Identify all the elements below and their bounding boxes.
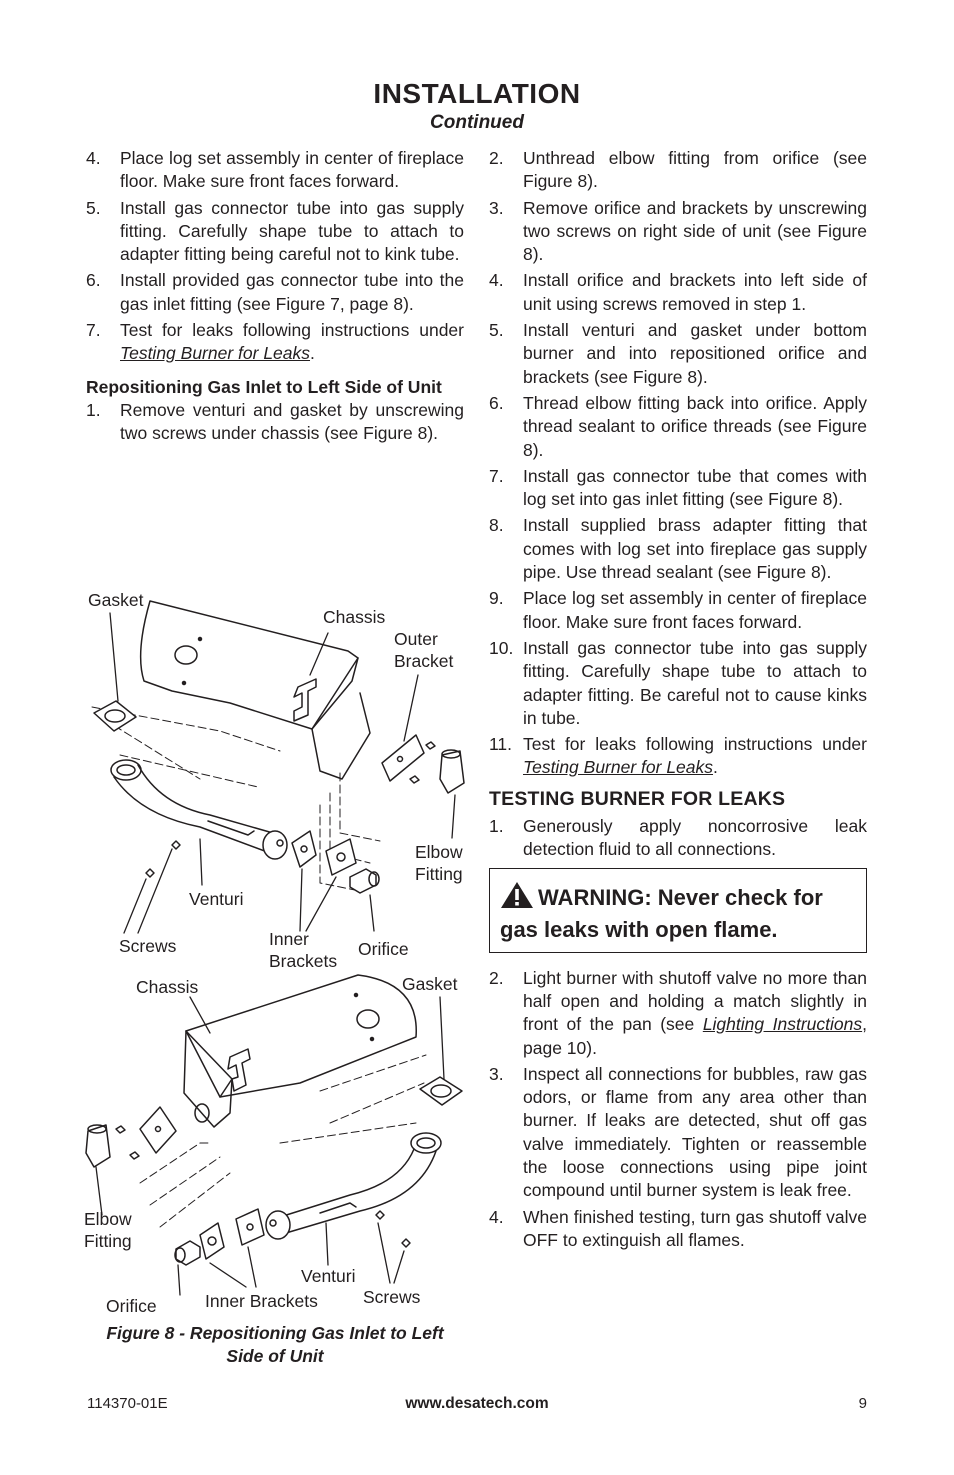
testing-burner-link[interactable]: Testing Burner for Leaks (523, 757, 714, 778)
list-item (489, 392, 867, 462)
page-title: INSTALLATION (373, 78, 581, 109)
label-venturi: Venturi (301, 1266, 356, 1286)
list-item (489, 637, 867, 730)
section-heading: TESTING BURNER FOR LEAKS (489, 787, 786, 810)
step-text: Unthread elbow fitting from orifice (see Figure 8). (523, 148, 867, 192)
step-number: 9. (489, 588, 504, 609)
step-text: Place log set assembly in center of fireplace floor. Make sure front faces forward. (120, 148, 464, 192)
step-text (523, 967, 867, 1060)
list-item (86, 399, 464, 446)
label-inner-brackets: Inner Brackets (269, 929, 338, 971)
step-text-part: Test for leaks following instructions under (120, 320, 464, 341)
left-column (86, 147, 464, 449)
step-number: 1. (86, 399, 101, 420)
steps-list (86, 399, 464, 446)
label-venturi: Venturi (189, 889, 244, 909)
label-elbow-fitting: Elbow Fitting (415, 842, 463, 884)
step-text: Install provided gas connector tube into the gas inlet fitting (see Figure 7, page 8). (120, 270, 464, 314)
list-item (489, 967, 867, 1060)
step-text (523, 733, 867, 780)
label-screws: Screws (119, 936, 177, 956)
label-orifice: Orifice (358, 939, 409, 959)
steps-list (489, 815, 867, 862)
label-chassis: Chassis (136, 977, 199, 997)
step-number: 10. (489, 637, 514, 658)
list-item (489, 1063, 867, 1203)
doc-number: 114370-01E (87, 1395, 168, 1412)
list-item (86, 197, 464, 267)
step-number: 2. (489, 148, 504, 168)
label-orifice: Orifice (106, 1296, 157, 1316)
list-item (489, 269, 867, 316)
step-number: 8. (489, 515, 504, 536)
label-gasket: Gasket (402, 974, 458, 994)
step-number: 3. (489, 1063, 504, 1084)
label-inner-brackets: Inner Brackets (205, 1291, 318, 1311)
page-subtitle: Continued (430, 112, 524, 133)
list-item (86, 147, 464, 194)
testing-burner-link[interactable]: Testing Burner for Leaks (120, 343, 311, 364)
list-item (86, 319, 464, 366)
list-item (489, 587, 867, 634)
step-text: Install gas connector tube into gas supply fitting. Carefully shape tube to attach to adapter fitting. Be careful not to cause kinks in tube. (523, 637, 867, 728)
step-text-part: Light burner with shutoff valve no more than half open and holding a match slightly in front of the pan (see (523, 967, 867, 1035)
list-item (489, 197, 867, 267)
label-outer-bracket: Outer Bracket (394, 629, 454, 671)
step-number: 7. (86, 320, 101, 341)
step-number: 3. (489, 197, 504, 218)
step-text-part: , page 10). (523, 1014, 867, 1058)
list-item (489, 319, 867, 389)
step-text: Install supplied brass adapter fitting that comes with log set into fireplace gas supply pipe. Use thread sealant (see Figure 8). (523, 515, 867, 583)
step-text (120, 319, 464, 366)
list-item (86, 269, 464, 316)
list-item (489, 147, 867, 194)
step-text: Remove venturi and gasket by unscrewing two screws under chassis (see Figure 8). (120, 399, 464, 444)
step-number: 5. (86, 197, 101, 218)
step-text-part: . (713, 757, 718, 778)
warning-text: WARNING: Never check for gas leaks with open flame. (500, 884, 823, 942)
step-text: When finished testing, turn gas shutoff valve OFF to extinguish all flames. (523, 1206, 867, 1250)
step-number: 4. (86, 148, 101, 168)
step-number: 7. (489, 465, 504, 486)
step-text: Inspect all connections for bubbles, raw gas odors, or flame from any area other than burner. If leaks are detected, shut off gas valve immediately. Tighten or reassemble the loose connections using pipe joint compound until burner system is leak free. (523, 1063, 867, 1201)
step-number: 1. (489, 816, 504, 837)
list-item (489, 733, 867, 780)
steps-list (489, 967, 867, 1253)
warning-icon (500, 881, 534, 916)
list-item (489, 1206, 867, 1253)
step-text: Install venturi and gasket under bottom burner and into repositioned orifice and brackets (see Figure 8). (523, 320, 867, 387)
step-number: 5. (489, 320, 504, 341)
step-text: Remove orifice and brackets by unscrewing two screws on right side of unit (see Figure 8). (523, 197, 867, 265)
label-elbow-fitting: Elbow Fitting (84, 1209, 132, 1251)
step-number: 11. (489, 734, 513, 755)
warning-box (489, 868, 867, 953)
step-text: Place log set assembly in center of fireplace floor. Make sure front faces forward. (523, 588, 867, 632)
step-number: 4. (489, 1206, 504, 1227)
step-text-part: Test for leaks following instructions under (523, 734, 867, 755)
figure-8 (80, 583, 472, 1323)
steps-list (86, 147, 464, 366)
step-number: 6. (489, 392, 504, 413)
page-number: 9 (858, 1395, 867, 1412)
subsection-heading: Repositioning Gas Inlet to Left Side of Unit (86, 376, 442, 397)
right-column (489, 147, 867, 1255)
step-text: Install gas connector tube into gas supply fitting. Carefully shape tube to attach to adapter fitting being careful not to kink tube. (120, 197, 464, 265)
list-item (489, 465, 867, 512)
website-link[interactable]: www.desatech.com (405, 1395, 549, 1412)
label-chassis: Chassis (323, 607, 386, 627)
list-item (489, 815, 867, 862)
label-gasket: Gasket (88, 590, 144, 610)
step-text: Generously apply noncorrosive leak detection fluid to all connections. (523, 816, 867, 860)
step-number: 4. (489, 270, 504, 291)
list-item (489, 514, 867, 584)
step-number: 2. (489, 967, 504, 988)
step-text: Install orifice and brackets into left side of unit using screws removed in step 1. (523, 270, 867, 314)
step-text: Install gas connector tube that comes with log set into gas inlet fitting (see Figure 8). (523, 465, 867, 510)
step-text: Thread elbow fitting back into orifice. Apply thread sealant to orifice threads (see Figure 8). (523, 392, 867, 460)
step-number: 6. (86, 270, 101, 291)
figure-caption: Figure 8 - Repositioning Gas Inlet to Left Side of Unit (106, 1323, 444, 1366)
lighting-instructions-link[interactable]: Lighting Instructions (702, 1014, 863, 1035)
label-screws: Screws (363, 1287, 421, 1307)
steps-list (489, 147, 867, 780)
step-text-part: . (310, 343, 315, 364)
